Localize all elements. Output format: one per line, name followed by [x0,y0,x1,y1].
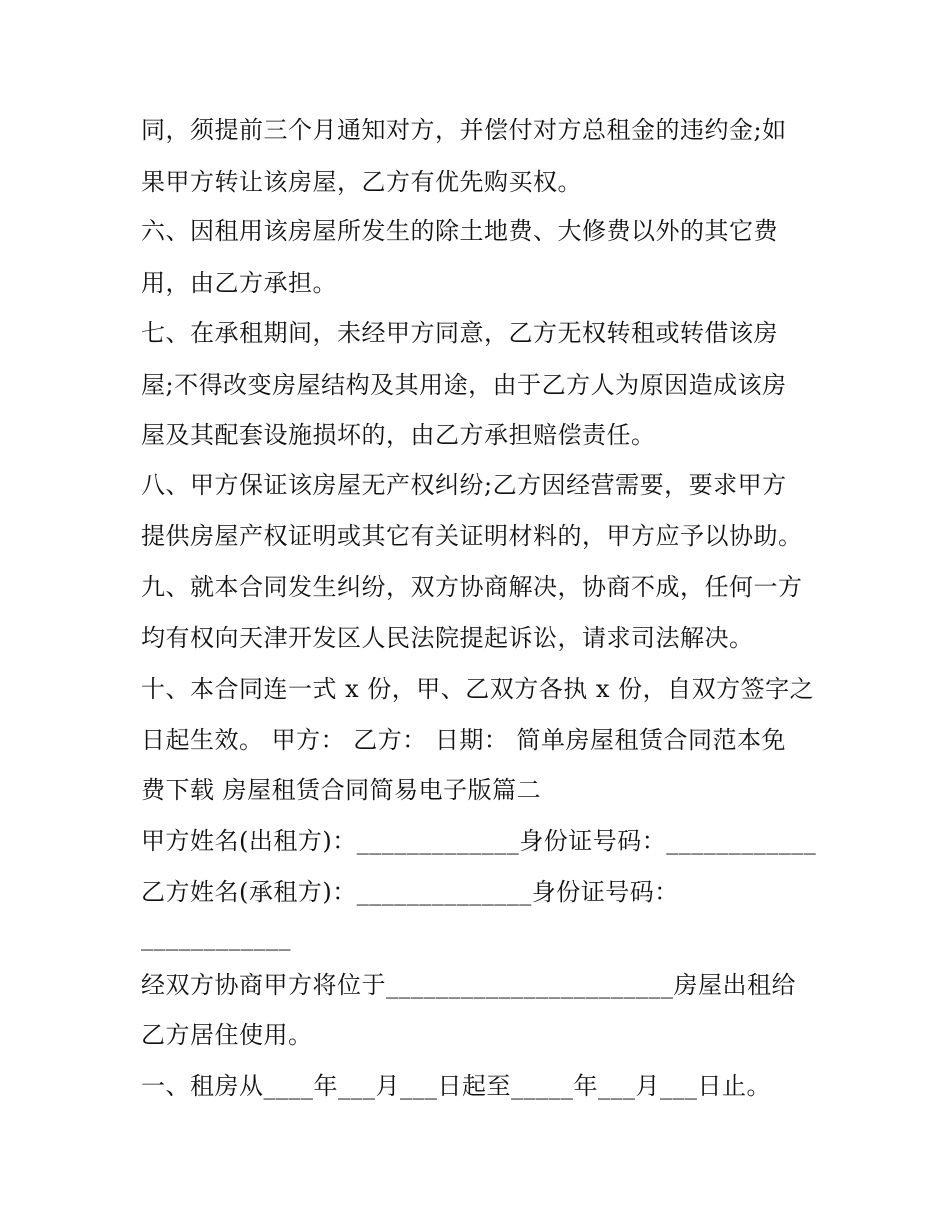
text-line: ____________ [141,923,291,951]
text-line: 甲方姓名(出租方)：_____________身份证号码：____________ [141,827,817,855]
text-line: 六、因租用该房屋所发生的除土地费、大修费以外的其它费 [141,217,778,245]
text-line: 乙方姓名(承租方)：______________身份证号码： [141,878,679,906]
text-line: 果甲方转让该房屋，乙方有优先购买权。 [141,168,582,196]
text-line: 十、本合同连一式 x 份，甲、乙双方各执 x 份，自双方签字之 [141,675,815,703]
text-line: 费下载 房屋租赁合同简易电子版篇二 [141,776,542,804]
text-line: 乙方居住使用。 [141,1021,313,1049]
text-line: 屋及其配套设施损坏的，由乙方承担赔偿责任。 [141,421,656,449]
text-line: 屋;不得改变房屋结构及其用途，由于乙方人为原因造成该房 [141,371,787,399]
text-line: 同，须提前三个月通知对方，并偿付对方总租金的违约金;如 [141,116,787,144]
text-line: 七、在承租期间，未经甲方同意，乙方无权转租或转借该房 [141,319,778,347]
text-line: 八、甲方保证该房屋无产权纠纷;乙方因经营需要，要求甲方 [141,471,787,499]
text-line: 经双方协商甲方将位于_______________________房屋出租给 [141,971,796,999]
text-line: 一、租房从____年___月___日起至_____年___月___日止。 [141,1072,771,1100]
text-line: 均有权向天津开发区人民法院提起诉讼，请求司法解决。 [141,624,754,652]
text-line: 提供房屋产权证明或其它有关证明材料的，甲方应予以协助。 [141,522,803,550]
text-line: 日起生效。 甲方： 乙方： 日期： 简单房屋租赁合同范本免 [141,726,787,754]
text-line: 用，由乙方承担。 [141,269,337,297]
text-line: 九、就本合同发生纠纷，双方协商解决，协商不成，任何一方 [141,573,803,601]
